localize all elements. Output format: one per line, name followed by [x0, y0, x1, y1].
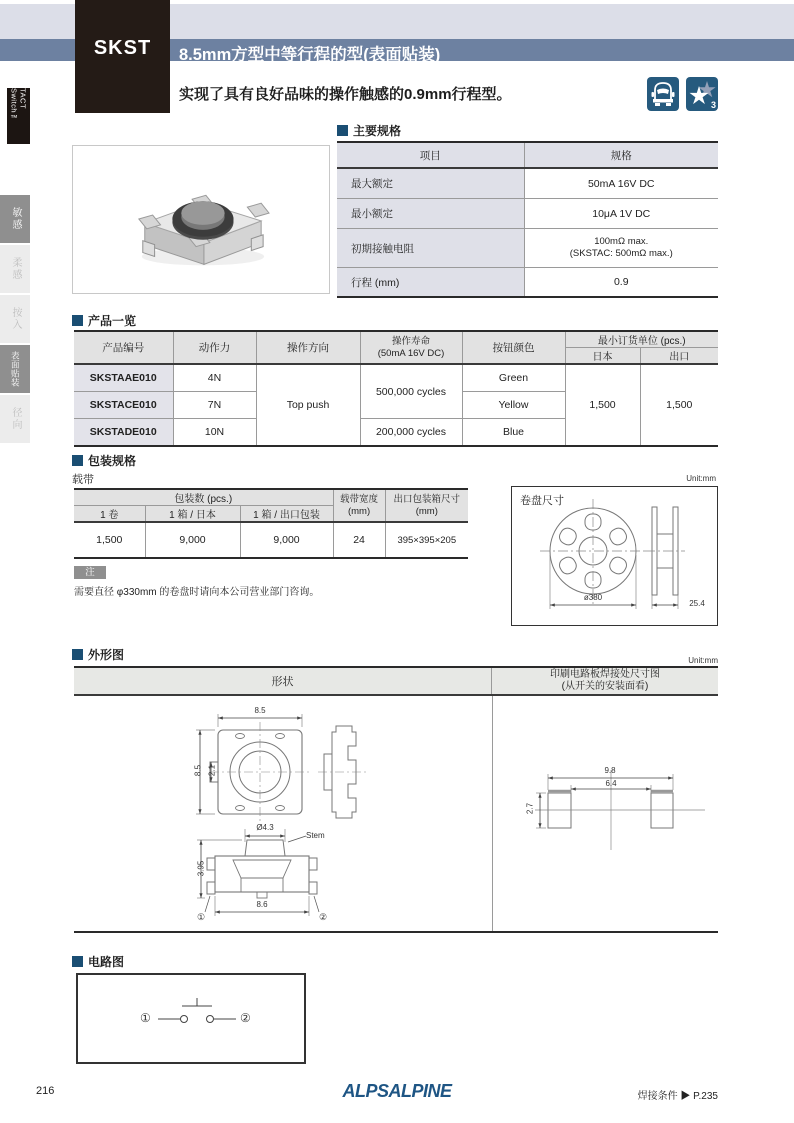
dim-front-width: 8.6	[256, 900, 268, 909]
col-header-carton	[385, 489, 468, 522]
count-per-reel: 1,500	[74, 522, 145, 558]
sidebar-tab-label: 按入	[10, 307, 21, 331]
spec-value: 0.9	[524, 268, 718, 298]
tape-width-value: 24	[333, 522, 385, 558]
section-title-text: 产品一览	[88, 314, 137, 328]
count-per-box-export: 9,000	[240, 522, 333, 558]
operating-direction: Top push	[256, 364, 360, 446]
sidebar-tab-radial	[0, 395, 30, 443]
reel-width-dim: 25.4	[689, 599, 705, 608]
spec-value-line1: 100mΩ max.	[594, 236, 649, 248]
section-marker	[72, 649, 83, 660]
dim-stem-diameter: Ø4.3	[256, 823, 274, 832]
sidebar-tab-label: 径向	[10, 407, 21, 431]
sidebar-tab-soft	[0, 245, 30, 293]
dim-front-height: 3.95	[196, 860, 206, 877]
moq-export: 1,500	[640, 364, 718, 446]
col-header-reel: 1 卷	[74, 506, 145, 523]
section-title-circuit	[72, 953, 124, 970]
section-title-text: 电路图	[88, 955, 125, 969]
unit-label: Unit:mm	[688, 656, 718, 665]
section-title-main-specs	[337, 122, 401, 139]
star-rating-number: 3	[710, 100, 716, 110]
sidebar-tab-label: 表面贴装	[10, 351, 21, 387]
product-family-tab	[7, 88, 30, 144]
spec-item: 最大额定	[337, 168, 524, 199]
soldering-conditions-reference: 焊接条件 ▶ P.235	[637, 1091, 718, 1102]
col-header-japan: 日本	[565, 348, 640, 365]
circuit-terminal-2: ②	[240, 1011, 251, 1025]
col-header-moq: 最小订货单位 (pcs.)	[565, 331, 718, 348]
section-marker	[72, 956, 83, 967]
section-title-packaging	[72, 452, 136, 469]
section-marker	[337, 125, 348, 136]
button-color: Green	[462, 364, 565, 392]
alps-alpine-logo: ALPSALPINE	[342, 1081, 452, 1101]
col-header-carton-line1: 出口包装箱尺寸	[393, 494, 461, 506]
note-text: 需要直径 φ330mm 的卷盘时请向本公司营业部门咨询。	[74, 587, 320, 598]
product-family-label: TACT Switch™	[9, 88, 28, 123]
sidebar-tab-push	[0, 295, 30, 343]
dim-top-width: 8.5	[254, 706, 266, 715]
col-header-spec: 规格	[524, 142, 718, 168]
spec-item: 行程 (mm)	[337, 268, 524, 298]
sidebar-tab-label: 敏感	[10, 207, 21, 231]
stem-label: Stem	[306, 831, 325, 840]
col-header-force: 动作力	[173, 331, 256, 364]
unit-label: Unit:mm	[686, 474, 716, 483]
dim-step: 2.1	[207, 764, 217, 777]
col-header-pcb-line1: 印刷电路板焊接处尺寸图	[550, 668, 660, 680]
col-header-tape-line1: 载带宽度	[340, 494, 379, 506]
page-number: 216	[36, 1085, 55, 1097]
col-header-color: 按钮颜色	[462, 331, 565, 364]
pcb-dim-outer: 9.8	[604, 766, 616, 775]
col-header-tape-line2: (mm)	[347, 505, 371, 517]
table-row	[74, 364, 718, 392]
col-header-tape-width	[333, 489, 385, 522]
dim-side-height: 8.5	[193, 764, 203, 777]
carton-size-value: 395×395×205	[385, 522, 468, 558]
circuit-diagram-box	[76, 973, 306, 1064]
spec-value: 50mA 16V DC	[524, 168, 718, 199]
series-name: SKST	[93, 37, 152, 59]
spec-value	[524, 229, 718, 268]
col-header-item: 项目	[337, 142, 524, 168]
terminal-2-label: ②	[318, 912, 328, 922]
col-header-part: 产品编号	[74, 331, 173, 364]
col-header-export: 出口	[640, 348, 718, 365]
table-row	[74, 522, 468, 558]
col-header-count-group: 包装数 (pcs.)	[74, 489, 333, 506]
outline-table-header	[74, 666, 718, 696]
star-rating-icon	[686, 77, 718, 111]
pcb-dim-height: 2.7	[525, 802, 535, 815]
products-table	[74, 330, 718, 447]
packaging-table	[74, 488, 468, 559]
section-title-text: 主要规格	[353, 124, 402, 138]
note-tag: 注	[74, 566, 106, 579]
part-number: SKSTACE010	[74, 392, 173, 419]
product-photo	[72, 145, 330, 294]
sidebar-tab-snap	[0, 195, 30, 243]
automotive-icon	[647, 77, 679, 111]
part-number: SKSTADE010	[74, 419, 173, 447]
section-marker	[72, 455, 83, 466]
col-header-life-line1: 操作寿命	[391, 336, 430, 348]
operating-force: 10N	[173, 419, 256, 447]
col-header-pcb	[492, 668, 718, 694]
moq-japan: 1,500	[565, 364, 640, 446]
button-color: Yellow	[462, 392, 565, 419]
section-title-products	[72, 312, 136, 329]
operating-force: 4N	[173, 364, 256, 392]
reel-diameter-dim: ø380	[583, 593, 603, 602]
section-title-text: 外形图	[88, 648, 125, 662]
part-number: SKSTAAE010	[74, 364, 173, 392]
button-color: Blue	[462, 419, 565, 447]
operating-life: 200,000 cycles	[360, 419, 462, 447]
page-subtitle: 实现了具有良好品味的操作触感的0.9mm行程型。	[179, 86, 512, 103]
circuit-terminal-1: ①	[140, 1011, 151, 1025]
reel-dimensions-box	[511, 486, 718, 626]
col-header-pcb-line2: (从开关的安装面看)	[561, 681, 649, 692]
col-header-life	[360, 331, 462, 364]
col-header-carton-line2: (mm)	[415, 505, 438, 517]
reel-title: 卷盘尺寸	[520, 495, 564, 507]
section-title-text: 包装规格	[88, 454, 137, 468]
page-title: 8.5mm方型中等行程的型(表面贴装)	[179, 46, 441, 64]
col-header-box-japan: 1 箱 / 日本	[145, 506, 240, 523]
operating-force: 7N	[173, 392, 256, 419]
sidebar-tab-smd	[0, 345, 30, 393]
main-specs-table	[337, 141, 718, 298]
packaging-subtitle: 载带	[72, 474, 94, 486]
section-marker	[72, 315, 83, 326]
col-header-box-export: 1 箱 / 出口包装	[240, 506, 333, 523]
col-header-life-line2: (50mA 16V DC)	[377, 347, 445, 359]
spec-item: 最小额定	[337, 199, 524, 229]
circuit-drawing	[78, 975, 304, 1062]
col-header-direction: 操作方向	[256, 331, 360, 364]
outline-drawing	[74, 696, 718, 931]
spec-value: 10μA 1V DC	[524, 199, 718, 229]
count-per-box-japan: 9,000	[145, 522, 240, 558]
pcb-dim-inner: 6.4	[605, 779, 617, 788]
terminal-1-label: ①	[196, 912, 206, 922]
sidebar-tab-label: 柔感	[10, 257, 21, 281]
spec-item: 初期接触电阻	[337, 229, 524, 268]
section-title-outline	[72, 646, 124, 663]
outline-table-body	[74, 696, 718, 933]
col-header-shape: 形状	[74, 668, 492, 694]
operating-life: 500,000 cycles	[360, 364, 462, 419]
spec-value-line2: (SKSTAC: 500mΩ max.)	[569, 248, 673, 259]
